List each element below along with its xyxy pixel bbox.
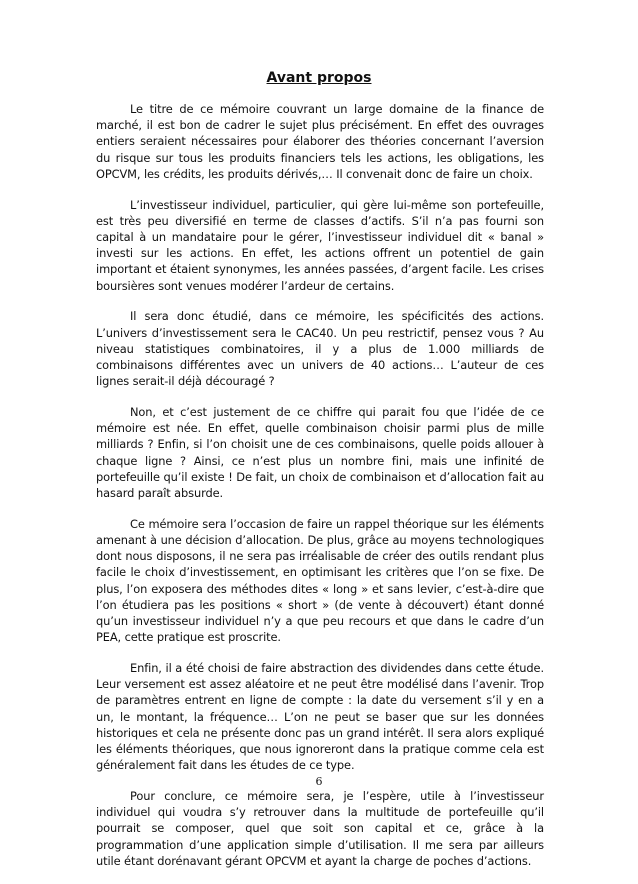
page-title: Avant propos — [266, 70, 372, 86]
paragraph-4: Non, et c’est justement de ce chiffre qui parait fou que l’idée de ce mémoire est née. En effet, quelle combinaison choisir parmi plus de mille milliards ? Enfin, si l’on choisit une de ces combinaisons, quelle poids allouer à chaque ligne ? Ainsi, ce n’est plus un nombre fini, mais une infinité de portefeuille qu’il existe ! De fait, un choix de combinaison et d’allocation fait au hasard paraît absurde. — [96, 405, 544, 501]
page-number: 6 — [315, 775, 323, 788]
paragraph-3: Il sera donc étudié, dans ce mémoire, les spécificités des actions. L’univers d’investissement sera le CAC40. Un peu restrictif, pensez vous ? Au niveau statistiques combinatoires, il y a plus de 1.000 milliards de combinaisons différentes avec un univers de 40 actions… L’auteur de ces lignes serait-il déjà découragé ? — [96, 309, 544, 389]
paragraph-5: Ce mémoire sera l’occasion de faire un rappel théorique sur les éléments amenant à une décision d’allocation. De plus, grâce au moyens technologiques dont nous disposons, il ne sera pas irréalisable de créer des outils rendant plus facile le choix d’investissement, en optimisant les critères que l’on se fixe. De plus, l’on exposera des méthodes dites « long » et sans levier, c’est-à-dire que l’on étudiera pas les positions « short » (de vente à découvert) étant donné qu’un investisseur individuel n’y a que peu recours et que dans le cadre d’un PEA, cette pratique est proscrite. — [96, 516, 544, 645]
paragraph-6: Enfin, il a été choisi de faire abstraction des dividendes dans cette étude. Leur versement est assez aléatoire et ne peut être modélisé dans l’avenir. Trop de paramètres entrent en ligne de compte : la date du versement s’il y en a un, le montant, la fréquence… L’on ne peut se baser que sur les données historiques et cela ne présente donc pas un grand intérêt. Il sera alors expliqué les éléments théoriques, que nous ignoreront dans la pratique comme cela est généralement fait dans les études de ce type. — [96, 661, 544, 773]
body-text — [96, 101, 544, 884]
paragraph-2: L’investisseur individuel, particulier, qui gère lui-même son portefeuille, est très peu diversifié en terme de classes d’actifs. S’il n’a pas fourni son capital à un mandataire pour le gérer, l’investisseur individuel dit « banal » investi sur les actions. En effet, les actions offrent un potentiel de gain important et étaient synonymes, les années passées, d’argent facile. Les crises boursières sont venues modérer l’ardeur de certains. — [96, 197, 544, 293]
paragraph-7: Pour conclure, ce mémoire sera, je l’espère, utile à l’investisseur individuel qui voudra s’y retrouver dans la multitude de portefeuille qu’il pourrait se composer, quel que soit son capital et ce, grâce à la programmation d’une application simple d’utilisation. Il me sera par ailleurs utile étant dorénavant gérant OPCVM et ayant la charge de poches d’actions. — [96, 789, 544, 868]
paragraph-1: Le titre de ce mémoire couvrant un large domaine de la finance de marché, il est bon de cadrer le sujet plus précisément. En effet des ouvrages entiers seraient nécessaires pour élaborer des théories concernant l’aversion du risque sur tous les produits financiers tels les actions, les obligations, les OPCVM, les crédits, les produits dérivés,… Il convenait donc de faire un choix. — [96, 102, 544, 181]
